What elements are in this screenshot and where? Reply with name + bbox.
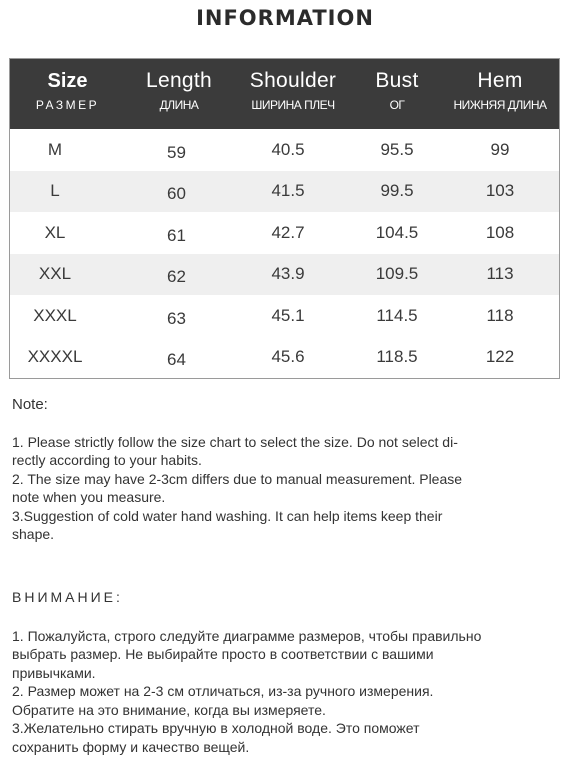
cell-bust: 95.5	[380, 139, 414, 159]
header-size-ru: РАЗМЕР	[35, 98, 100, 112]
header-hem-ru: НИЖНЯЯ ДЛИНА	[453, 98, 547, 112]
note-line: Обратите на это внимание, когда вы измеряете.	[12, 701, 326, 718]
table-header	[10, 59, 559, 129]
note-line: выбрать размер. Не выбирайте просто в соответствии с вашими	[12, 646, 434, 662]
header-hem	[441, 59, 559, 129]
header-length-en: Length	[145, 69, 213, 92]
cell-size: XXXL	[33, 305, 77, 325]
cell-size: XXL	[38, 264, 72, 284]
cell-length: 60	[167, 184, 186, 204]
size-chart-table	[9, 58, 560, 379]
cell-bust: 114.5	[376, 305, 418, 325]
table-body	[10, 129, 559, 378]
notes-heading: Note:	[12, 396, 48, 413]
note-line: rectly according to your habits.	[12, 452, 202, 468]
header-bust-en: Bust	[375, 69, 419, 92]
notes-heading: ВНИМАНИЕ:	[12, 589, 123, 605]
cell-shoulder: 43.9	[271, 264, 305, 284]
table-row	[10, 171, 559, 213]
table-row	[10, 212, 559, 254]
header-length-ru: ДЛИНА	[159, 98, 199, 112]
table-row	[10, 254, 559, 296]
note-line: привычками.	[12, 664, 96, 681]
header-length	[125, 59, 233, 129]
header-shoulder-en: Shoulder	[249, 69, 337, 92]
cell-length: 62	[167, 267, 186, 287]
cell-hem: 103	[485, 181, 515, 201]
note-line: 2. Размер может на 2-3 см отличаться, из-за ручного измерения.	[12, 683, 434, 699]
note-line: 3.Suggestion of cold water hand washing. It can help items keep their	[12, 507, 443, 524]
note-line: 2. The size may have 2-3cm differs due to manual measurement. Please	[12, 470, 463, 487]
cell-shoulder: 40.5	[271, 139, 305, 159]
note-line: 3.Желательно стирать вручную в холодной воде. Это поможет	[12, 720, 420, 736]
header-bust-ru: ОГ	[389, 98, 405, 112]
cell-length: 59	[167, 142, 186, 162]
note-line: сохранить форму и качество вещей.	[12, 738, 250, 755]
note-line: note when you measure.	[12, 489, 166, 505]
cell-bust: 109.5	[375, 264, 419, 284]
notes-english	[12, 396, 557, 544]
cell-length: 63	[167, 308, 186, 328]
cell-shoulder: 45.1	[271, 305, 305, 325]
cell-hem: 113	[486, 264, 514, 284]
cell-size: M	[47, 139, 63, 159]
cell-shoulder: 41.5	[271, 181, 305, 201]
cell-hem: 99	[490, 139, 510, 159]
note-line: 1. Пожалуйста, строго следуйте диаграмме размеров, чтобы правильно	[12, 627, 482, 644]
cell-shoulder: 42.7	[271, 222, 305, 242]
table-row	[10, 129, 559, 171]
cell-length: 61	[167, 225, 186, 245]
cell-size: L	[50, 181, 60, 201]
table-row	[10, 337, 559, 379]
header-bust	[353, 59, 441, 129]
notes-russian	[12, 588, 557, 756]
table-row	[10, 295, 559, 337]
cell-length: 64	[167, 350, 186, 370]
cell-hem: 118	[486, 305, 514, 325]
header-shoulder-ru: ШИРИНА ПЛЕЧ	[251, 98, 335, 112]
cell-bust: 99.5	[380, 181, 414, 201]
header-size	[10, 59, 125, 129]
cell-hem: 122	[485, 347, 515, 367]
note-line: 1. Please strictly follow the size chart to select the size. Do not select di-	[12, 433, 458, 450]
cell-size: XXXXL	[27, 347, 83, 367]
cell-size: XL	[44, 222, 66, 242]
note-line: shape.	[12, 526, 55, 542]
cell-bust: 104.5	[375, 222, 419, 242]
page-title: INFORMATION	[196, 6, 374, 30]
cell-shoulder: 45.6	[271, 347, 305, 367]
cell-bust: 118.5	[376, 347, 418, 367]
header-shoulder	[233, 59, 353, 129]
cell-hem: 108	[485, 222, 515, 242]
header-size-en: Size	[47, 70, 88, 92]
header-hem-en: Hem	[477, 69, 523, 92]
